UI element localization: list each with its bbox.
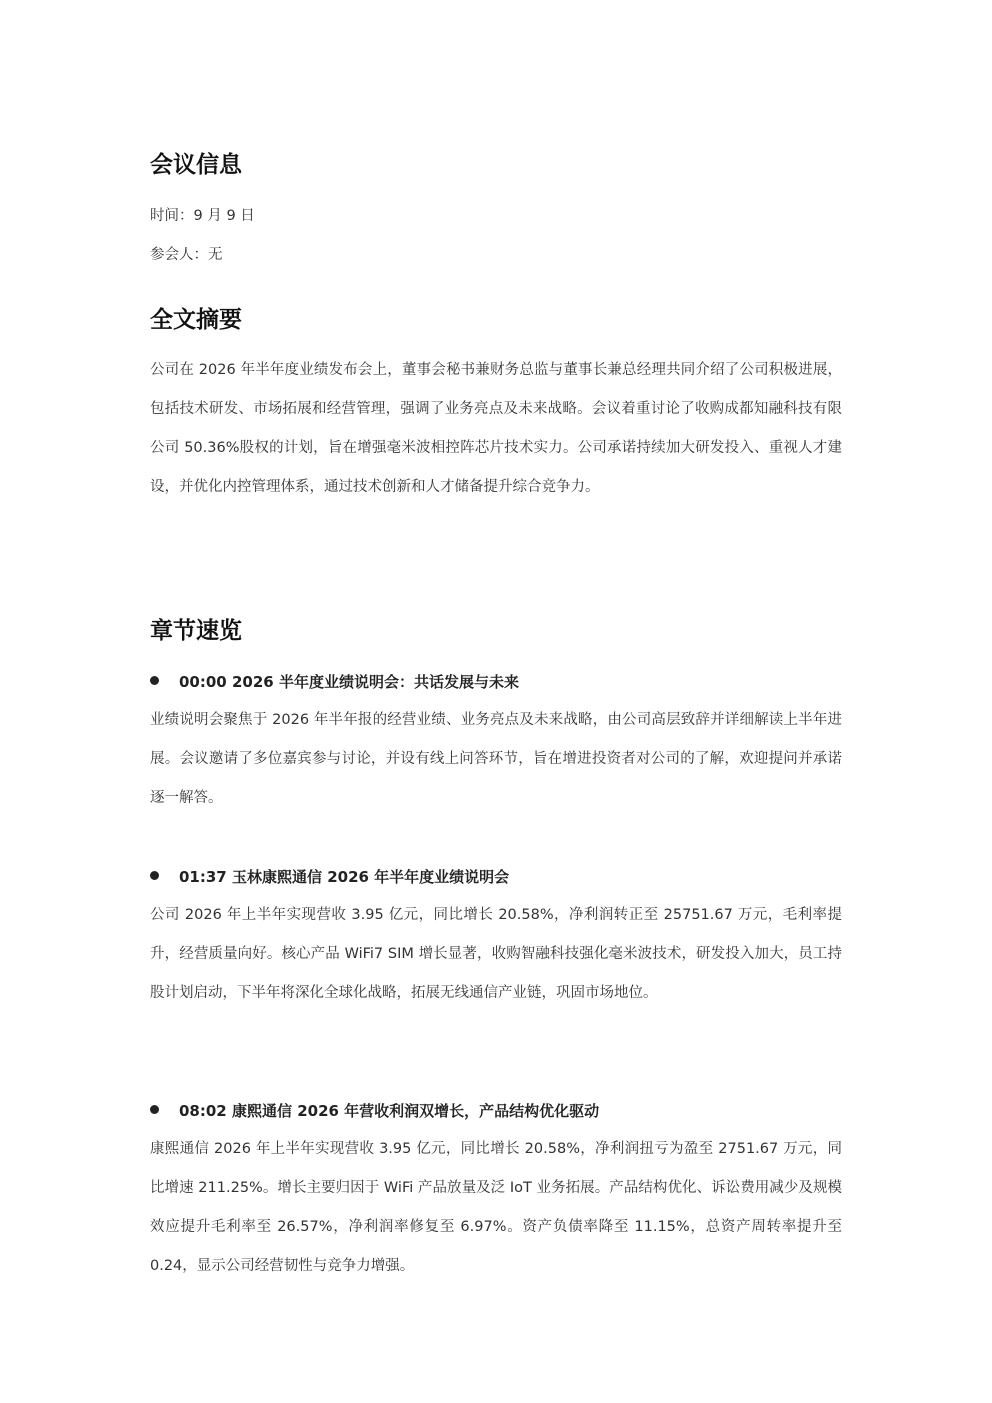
- chapter-text: 业绩说明会聚焦于 2026 年半年报的经营业绩、业务亮点及未来战略，由公司高层致辞并详细解读上半年进展。会议邀请了多位嘉宾参与讨论，并设有线上问答环节，旨在增进投资者对公司的了解，欢迎提问并承诺逐一解答。: [150, 712, 842, 806]
- summary-heading: 全文摘要: [150, 307, 242, 333]
- chapter-text: 公司 2026 年上半年实现营收 3.95 亿元，同比增长 20.58%，净利润转正至 25751.67 万元，毛利率提升，经营质量向好。核心产品 WiFi7 SIM 增长显著，收购智融科技强化毫米波技术，研发投入加大，员工持股计划启动，下半年将深化全球化战略，拓展无线通信产业链，巩固市场地位。: [150, 907, 842, 1001]
- chapter-text: 康熙通信 2026 年上半年实现营收 3.95 亿元，同比增长 20.58%，净利润扭亏为盈至 2751.67 万元，同比增速 211.25%。增长主要归因于 WiFi 产品放量及泛 IoT 业务拓展。产品结构优化、诉讼费用减少及规模效应提升毛利率至 26.57%，净利润率修复至 6.97%。资产负债率降至 11.15%，总资产周转率提升至 0.24，显示公司经营韧性与竞争力增强。: [150, 1141, 842, 1274]
- meeting-attendees: 参会人：无: [150, 247, 223, 263]
- summary-text: 公司在 2026 年半年度业绩发布会上，董事会秘书兼财务总监与董事长兼总经理共同介绍了公司积极进展，包括技术研发、市场拓展和经营管理，强调了业务亮点及未来战略。会议着重讨论了收购成都知融科技有限公司 50.36%股权的计划，旨在增强毫米波相控阵芯片技术实力。公司承诺持续加大研发投入、重视人才建设，并优化内控管理体系，通过技术创新和人才储备提升综合竞争力。: [150, 362, 842, 495]
- chapter-title-text: 01:37 玉林康熙通信 2026 年半年度业绩说明会: [179, 868, 510, 886]
- chapter-title: [150, 1100, 599, 1122]
- chapter-title: [150, 671, 519, 693]
- meeting-time: 时间：9 月 9 日: [150, 208, 255, 224]
- chapter-title-text: 00:00 2026 半年度业绩说明会：共话发展与未来: [179, 673, 519, 691]
- chapter-title: [150, 866, 509, 888]
- chapters-heading: 章节速览: [150, 618, 242, 644]
- chapter-title-text: 08:02 康熙通信 2026 年营收利润双增长，产品结构优化驱动: [179, 1102, 600, 1120]
- bullet-icon: [150, 871, 159, 880]
- bullet-icon: [150, 676, 159, 685]
- meeting-info-heading: 会议信息: [150, 152, 242, 178]
- bullet-icon: [150, 1105, 159, 1114]
